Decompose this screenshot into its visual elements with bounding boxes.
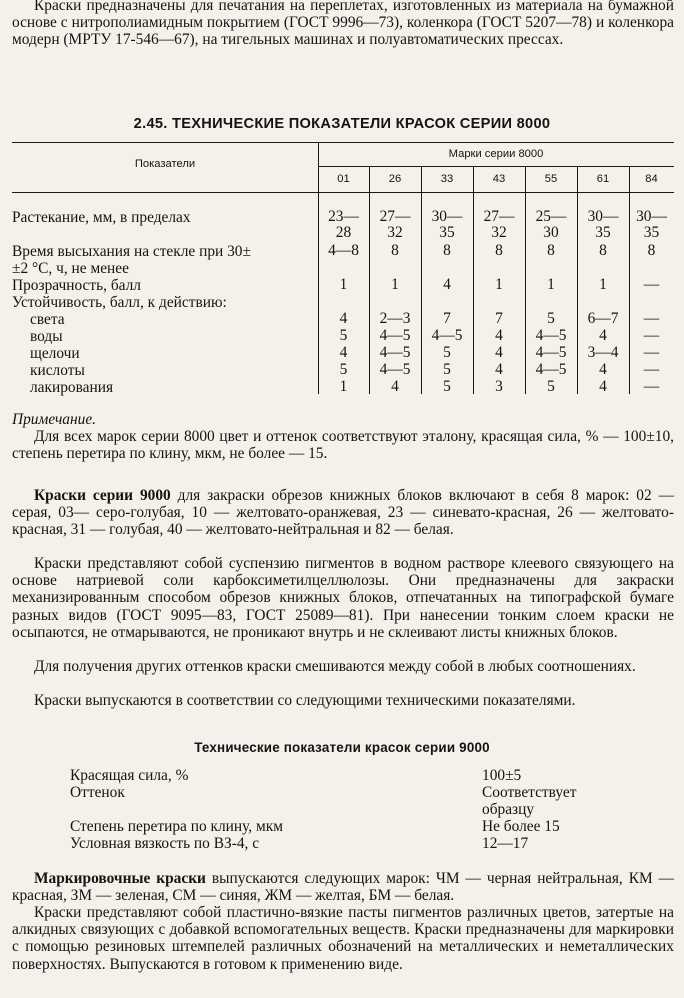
table-cell: 3	[495, 378, 503, 395]
table-cell: 4—5	[431, 327, 463, 344]
table-title: 2.45. ТЕХНИЧЕСКИЕ ПОКАЗАТЕЛИ КРАСОК СЕРИИ 8000	[133, 116, 551, 132]
table-cell: 8	[547, 242, 555, 259]
row-label: воды	[30, 328, 63, 345]
indicator-value: Не более 15	[482, 818, 560, 835]
table-cell: —	[643, 361, 660, 378]
table-cell: 1	[495, 276, 503, 293]
table-cell: 4	[391, 378, 399, 395]
table-cell: 4	[495, 344, 503, 361]
table-cell: 1	[391, 276, 399, 293]
mark-header: 01	[337, 173, 350, 185]
table-cell: —	[643, 276, 660, 293]
table-cell: 4—5	[379, 344, 411, 361]
series-9000-paragraph	[12, 487, 674, 539]
table-cell: 7	[443, 310, 451, 327]
table-cell: 4	[599, 327, 607, 344]
suspension-paragraph: Краски представляют собой суспензию пигментов в водном растворе клеевого связующего на основе натриевой соли карбоксиметилцеллюлозы. Они предназначены для закраски механизированным способом обрезов книжных блоков, отпечатанных на типографской бумаге разных видов (ГОСТ 9095—83, ГОСТ 25089—81). При нанесении тонким слоем краски не осыпаются, не отмарываются, не проникают внутрь и не склеивают листы книжных блоков.	[12, 555, 674, 641]
mark-header: 43	[492, 173, 506, 185]
series-9000-term: Краски серии 9000	[34, 487, 171, 504]
table-cell: 6—7	[587, 310, 619, 327]
indicator-value: Соответствует образцу	[482, 784, 577, 818]
table-cell: 8	[495, 242, 503, 259]
table-cell: 4	[443, 276, 451, 293]
table-cell: 4	[339, 344, 348, 361]
row-label: лакирования	[30, 379, 114, 396]
marking-inks-text: выпускаются следующих марок: ЧМ — черная нейтральная, КМ — красная, ЗМ — зеленая, СМ — синяя, ЖМ — желтая, БМ — белая.	[12, 870, 675, 905]
table-cell: 4	[495, 327, 503, 344]
table-cell: —	[643, 327, 660, 344]
table-cell: 30— 35	[431, 208, 463, 242]
mark-header: 33	[440, 173, 454, 185]
column-header-group: Марки серии 8000	[448, 148, 544, 160]
table-cell: 4—5	[535, 344, 567, 361]
mixing-paragraph: Для получения других оттенков краски смешиваются между собой в любых соотношениях.	[34, 658, 636, 675]
release-paragraph: Краски выпускаются в соответствии со следующими техническими показателями.	[34, 692, 576, 709]
indicator-label: Степень перетира по клину, мкм	[70, 818, 283, 835]
row-label: кислоты	[30, 362, 85, 379]
table-cell: 5	[547, 378, 555, 395]
group-header-rule	[318, 166, 674, 167]
indicator-label: Условная вязкость по ВЗ-4, с	[70, 835, 260, 852]
table-cell: 4	[599, 378, 607, 395]
indicator-value: 12—17	[482, 835, 529, 852]
column-header-indicators: Показатели	[134, 158, 196, 170]
mark-header: 55	[544, 173, 558, 185]
table-cell: 8	[391, 242, 399, 259]
indicator-value: 100±5	[482, 767, 522, 784]
mark-header: 61	[596, 173, 610, 185]
table-cell: 1	[339, 276, 348, 293]
table-cell: —	[643, 378, 660, 395]
table-cell: —	[643, 344, 660, 361]
table2-title: Технические показатели красок серии 9000	[194, 740, 490, 755]
table-cell: 5	[339, 327, 348, 344]
mark-header: 26	[388, 173, 402, 185]
table-cell: 4—5	[379, 361, 411, 378]
table-cell: 4	[339, 310, 348, 327]
header-bottom-rule	[12, 192, 674, 193]
table-cell: —	[643, 310, 660, 327]
table-cell: 27— 32	[483, 208, 515, 242]
row-label: света	[30, 311, 65, 328]
table-cell: 25— 30	[535, 208, 567, 242]
table-cell: 5	[443, 344, 451, 361]
marking-inks-paragraph	[12, 870, 674, 904]
table-cell: 5	[547, 310, 555, 327]
table-cell: 8	[599, 242, 607, 259]
row-label: Прозрачность, балл	[12, 277, 141, 294]
table-cell: 4	[495, 361, 503, 378]
table-cell: 5	[339, 361, 348, 378]
table-cell: 7	[495, 310, 503, 327]
indicator-label: Оттенок	[70, 784, 125, 801]
table-cell: 27— 32	[379, 208, 411, 242]
table-cell: 5	[443, 378, 451, 395]
marking-inks-term: Маркировочные краски	[34, 870, 206, 887]
table-cell: 30— 35	[587, 208, 619, 242]
row-label: Устойчивость, балл, к действию:	[12, 294, 227, 311]
table-cell: 4—5	[535, 327, 567, 344]
table-cell: 8	[443, 242, 451, 259]
final-paragraph: Краски представляют собой пластично-вязкие пасты пигментов различных цветов, затертые на алкидных связующих с добавкой вспомогательных веществ. Краски предназначены для маркировки с помощью резиновых штемпелей различных обозначений на металлических и неметаллических поверхностях. Выпускаются в готовом к применению виде.	[12, 904, 674, 973]
table-cell: 1	[599, 276, 607, 293]
table-cell: 23— 28	[328, 208, 359, 242]
intro-paragraph: Краски предназначены для печатания на переплетах, изготовленных из материала на бумажной основе с нитрополиамидным покрытием (ГОСТ 9996—73), коленкора (ГОСТ 5207—78) и коленкора модерн (МРТУ 17-546—67), на тигельных машинах и полуавтоматических прессах.	[12, 0, 674, 49]
table-cell: 4—5	[535, 361, 567, 378]
note-text: Для всех марок серии 8000 цвет и оттенок соответствуют эталону, красящая сила, % — 100±10, степень перетира по клину, мкм, не более — 15.	[12, 428, 674, 463]
table-cell: 2—3	[379, 310, 411, 327]
table-cell: 4—5	[379, 327, 411, 344]
row-label: Растекание, мм, в пределах	[12, 209, 191, 226]
table-cell: 1	[547, 276, 555, 293]
row-label: Время высыхания на стекле при 30±	[12, 243, 251, 260]
table-cell: 1	[339, 378, 348, 395]
table-cell: 3—4	[587, 344, 619, 361]
table-cell: 30— 35	[636, 208, 667, 242]
series-9000-text: для закраски обрезов книжных блоков включают в себя 8 марок: 02 — серая, 03— серо-голубая, 10 — желтовато-оранжевая, 23 — синевато-красная, 26 — желтовато-красная, 31 — голубая, 40 — желтовато-нейтральная и 82 — белая.	[12, 487, 674, 539]
table-top-rule	[12, 142, 674, 143]
table-cell: 8	[647, 242, 656, 259]
table-cell: 5	[443, 361, 451, 378]
note-title: Примечание.	[12, 411, 97, 428]
table-cell: 4—8	[328, 242, 359, 259]
indicator-label: Красящая сила, %	[70, 767, 189, 784]
table-cell: 4	[599, 361, 607, 378]
row-label: щелочи	[30, 345, 80, 362]
row-label-continued: ±2 °С, ч, не менее	[12, 260, 129, 277]
mark-header: 84	[645, 173, 658, 185]
